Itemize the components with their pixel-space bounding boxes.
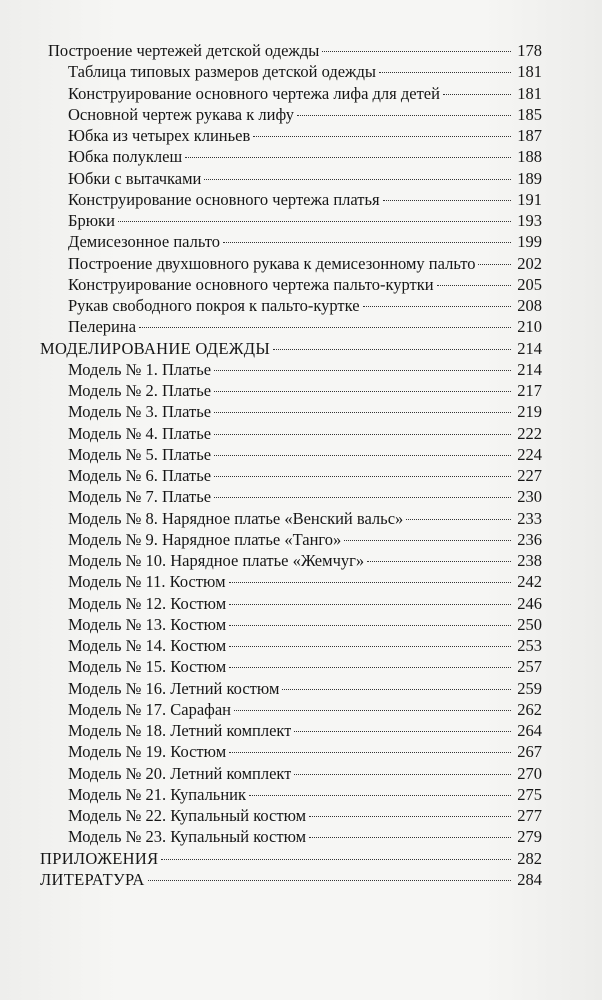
toc-entry-title: Модель № 23. Купальный костюм — [68, 827, 307, 847]
toc-entry-page-number: 185 — [517, 104, 542, 124]
toc-entry — [40, 741, 542, 762]
dot-leader — [214, 476, 511, 477]
toc-entry — [40, 125, 542, 146]
toc-entry — [40, 61, 542, 82]
dot-leader — [185, 157, 511, 158]
toc-entry-page-number: 208 — [517, 296, 542, 315]
toc-entry-title: Модель № 8. Нарядное платье «Венский вальс» — [68, 508, 404, 528]
toc-entry — [40, 593, 542, 614]
toc-entry-title: Юбки с вытачками — [68, 168, 202, 188]
toc-entry — [40, 656, 542, 677]
dot-leader — [214, 497, 511, 498]
dot-leader — [294, 774, 511, 775]
toc-entry-title: Модель № 9. Нарядное платье «Танго» — [68, 529, 342, 549]
toc-entry-page-number: 219 — [517, 402, 542, 422]
dot-leader — [229, 646, 511, 647]
toc-entry-page-number: 236 — [517, 529, 542, 549]
toc-entry-title: Рукав свободного покроя к пальто-куртке — [68, 296, 360, 315]
dot-leader — [443, 94, 511, 95]
toc-entry-title: Модель № 2. Платье — [68, 381, 212, 400]
toc-entry — [40, 359, 542, 380]
toc-entry-title: Модель № 22. Купальный костюм — [68, 806, 307, 825]
toc-entry — [40, 274, 542, 295]
toc-entry-page-number: 181 — [517, 83, 542, 103]
dot-leader — [363, 306, 511, 307]
dot-leader — [229, 604, 511, 605]
toc-entry-page-number: 257 — [517, 657, 542, 677]
dot-leader — [214, 370, 511, 371]
toc-entry — [40, 848, 542, 869]
toc-entry-page-number: 270 — [517, 763, 542, 783]
dot-leader — [223, 242, 511, 243]
dot-leader — [253, 136, 511, 137]
toc-entry-page-number: 214 — [517, 359, 542, 379]
dot-leader — [344, 540, 511, 541]
toc-entry-title: МОДЕЛИРОВАНИЕ ОДЕЖДЫ — [40, 338, 271, 358]
toc-entry — [40, 168, 542, 189]
toc-entry-title: Пелерина — [68, 317, 137, 337]
dot-leader — [214, 455, 511, 456]
dot-leader — [297, 115, 511, 116]
toc-entry — [40, 486, 542, 507]
toc-entry-page-number: 253 — [517, 636, 542, 655]
toc-entry — [40, 784, 542, 805]
toc-entry — [40, 210, 542, 231]
toc-entry-page-number: 191 — [517, 189, 542, 209]
toc-entry-page-number: 275 — [517, 784, 542, 804]
toc-entry — [40, 338, 542, 359]
toc-entry — [40, 635, 542, 656]
toc-entry-page-number: 202 — [517, 253, 542, 273]
toc-entry — [40, 316, 542, 337]
dot-leader — [214, 412, 511, 413]
toc-entry-title: Построение чертежей детской одежды — [48, 41, 320, 60]
toc-entry-page-number: 282 — [517, 848, 542, 868]
dot-leader — [322, 51, 511, 52]
dot-leader — [249, 795, 511, 796]
toc-entry-page-number: 187 — [517, 126, 542, 145]
toc-entry — [40, 465, 542, 486]
dot-leader — [214, 391, 511, 392]
toc-entry-page-number: 279 — [517, 827, 542, 847]
toc-entry-page-number: 189 — [517, 168, 542, 188]
toc-entry-title: Модель № 19. Костюм — [68, 742, 227, 762]
dot-leader — [478, 264, 511, 265]
toc-entry — [40, 678, 542, 699]
toc-entry-title: Демисезонное пальто — [68, 232, 221, 252]
dot-leader — [214, 434, 511, 435]
toc-entry-page-number: 188 — [517, 147, 542, 167]
toc-entry-title: Модель № 17. Сарафан — [68, 699, 232, 719]
toc-entry-page-number: 210 — [517, 317, 542, 337]
dot-leader — [309, 816, 511, 817]
toc-entry-title: Конструирование основного чертежа лифа для детей — [68, 83, 440, 103]
toc-entry — [40, 529, 542, 550]
toc-entry-title: ПРИЛОЖЕНИЯ — [40, 848, 159, 868]
toc-entry-page-number: 230 — [517, 487, 542, 507]
toc-entry-title: Модель № 6. Платье — [68, 466, 212, 485]
dot-leader — [204, 179, 511, 180]
toc-entry-title: Юбка из четырех клиньев — [68, 126, 251, 145]
toc-entry-page-number: 238 — [517, 551, 542, 570]
dot-leader — [406, 519, 511, 520]
toc-entry — [40, 869, 542, 890]
toc-entry-page-number: 181 — [517, 62, 542, 82]
toc-entry-title: Модель № 10. Нарядное платье «Жемчуг» — [68, 551, 365, 570]
table-of-contents — [40, 40, 542, 890]
dot-leader — [229, 582, 511, 583]
toc-entry — [40, 720, 542, 741]
toc-entry-title: Таблица типовых размеров детской одежды — [68, 62, 376, 82]
toc-entry-title: Основной чертеж рукава к лифу — [68, 104, 294, 124]
dot-leader — [161, 859, 511, 860]
dot-leader — [234, 710, 511, 711]
toc-entry-title: Брюки — [68, 211, 115, 230]
dot-leader — [294, 731, 511, 732]
toc-entry — [40, 444, 542, 465]
toc-entry-page-number: 193 — [517, 211, 542, 230]
toc-entry — [40, 614, 542, 635]
toc-entry-title: Конструирование основного чертежа платья — [68, 189, 380, 209]
dot-leader — [229, 752, 511, 753]
dot-leader — [282, 689, 511, 690]
toc-entry-title: Конструирование основного чертежа пальто-куртки — [68, 274, 434, 294]
toc-entry — [40, 104, 542, 125]
toc-entry-page-number: 233 — [517, 508, 542, 528]
dot-leader — [139, 327, 511, 328]
toc-entry — [40, 826, 542, 847]
toc-entry-title: ЛИТЕРАТУРА — [40, 869, 145, 889]
toc-entry-title: Модель № 15. Костюм — [68, 657, 227, 677]
dot-leader — [273, 349, 511, 350]
toc-entry-title: Модель № 18. Летний комплект — [68, 721, 292, 740]
toc-entry-title: Модель № 11. Костюм — [68, 572, 226, 592]
toc-entry-page-number: 259 — [517, 678, 542, 698]
toc-entry — [40, 805, 542, 826]
toc-entry-page-number: 246 — [517, 593, 542, 613]
toc-entry — [40, 40, 542, 61]
dot-leader — [437, 285, 511, 286]
toc-entry — [40, 253, 542, 274]
toc-entry — [40, 550, 542, 571]
toc-entry-page-number: 277 — [517, 806, 542, 825]
toc-entry-title: Модель № 4. Платье — [68, 423, 212, 443]
toc-entry-page-number: 284 — [517, 869, 542, 889]
dot-leader — [367, 561, 511, 562]
toc-entry-title: Модель № 1. Платье — [68, 359, 212, 379]
toc-entry-page-number: 178 — [517, 41, 542, 60]
toc-entry-page-number: 199 — [517, 232, 542, 252]
toc-entry — [40, 380, 542, 401]
toc-entry — [40, 699, 542, 720]
toc-entry-page-number: 214 — [517, 338, 542, 358]
dot-leader — [229, 625, 511, 626]
toc-entry-title: Модель № 21. Купальник — [68, 784, 247, 804]
dot-leader — [148, 880, 511, 881]
toc-entry-title: Модель № 7. Платье — [68, 487, 212, 507]
toc-entry — [40, 401, 542, 422]
toc-entry — [40, 423, 542, 444]
toc-entry-title: Построение двухшовного рукава к демисезонному пальто — [68, 253, 476, 273]
toc-entry-title: Модель № 5. Платье — [68, 444, 212, 464]
toc-entry — [40, 189, 542, 210]
toc-entry-page-number: 250 — [517, 614, 542, 634]
toc-entry-page-number: 262 — [517, 699, 542, 719]
toc-entry-page-number: 242 — [517, 572, 542, 592]
dot-leader — [229, 667, 511, 668]
toc-entry-title: Модель № 3. Платье — [68, 402, 212, 422]
dot-leader — [309, 837, 511, 838]
toc-entry-page-number: 205 — [517, 274, 542, 294]
toc-entry-page-number: 227 — [517, 466, 542, 485]
toc-entry-page-number: 224 — [517, 444, 542, 464]
dot-leader — [379, 72, 511, 73]
toc-entry-title: Модель № 14. Костюм — [68, 636, 227, 655]
toc-entry-title: Юбка полуклеш — [68, 147, 183, 167]
toc-entry-title: Модель № 16. Летний костюм — [68, 678, 280, 698]
toc-entry-title: Модель № 13. Костюм — [68, 614, 227, 634]
toc-entry-title: Модель № 20. Летний комплект — [68, 763, 292, 783]
toc-entry-page-number: 217 — [517, 381, 542, 400]
toc-entry-page-number: 264 — [517, 721, 542, 740]
toc-entry-title: Модель № 12. Костюм — [68, 593, 227, 613]
toc-entry — [40, 146, 542, 167]
toc-entry — [40, 83, 542, 104]
toc-entry — [40, 231, 542, 252]
toc-entry — [40, 295, 542, 316]
toc-entry — [40, 508, 542, 529]
toc-entry-page-number: 222 — [517, 423, 542, 443]
toc-entry — [40, 571, 542, 592]
dot-leader — [383, 200, 511, 201]
dot-leader — [118, 221, 511, 222]
toc-entry-page-number: 267 — [517, 742, 542, 762]
toc-entry — [40, 763, 542, 784]
